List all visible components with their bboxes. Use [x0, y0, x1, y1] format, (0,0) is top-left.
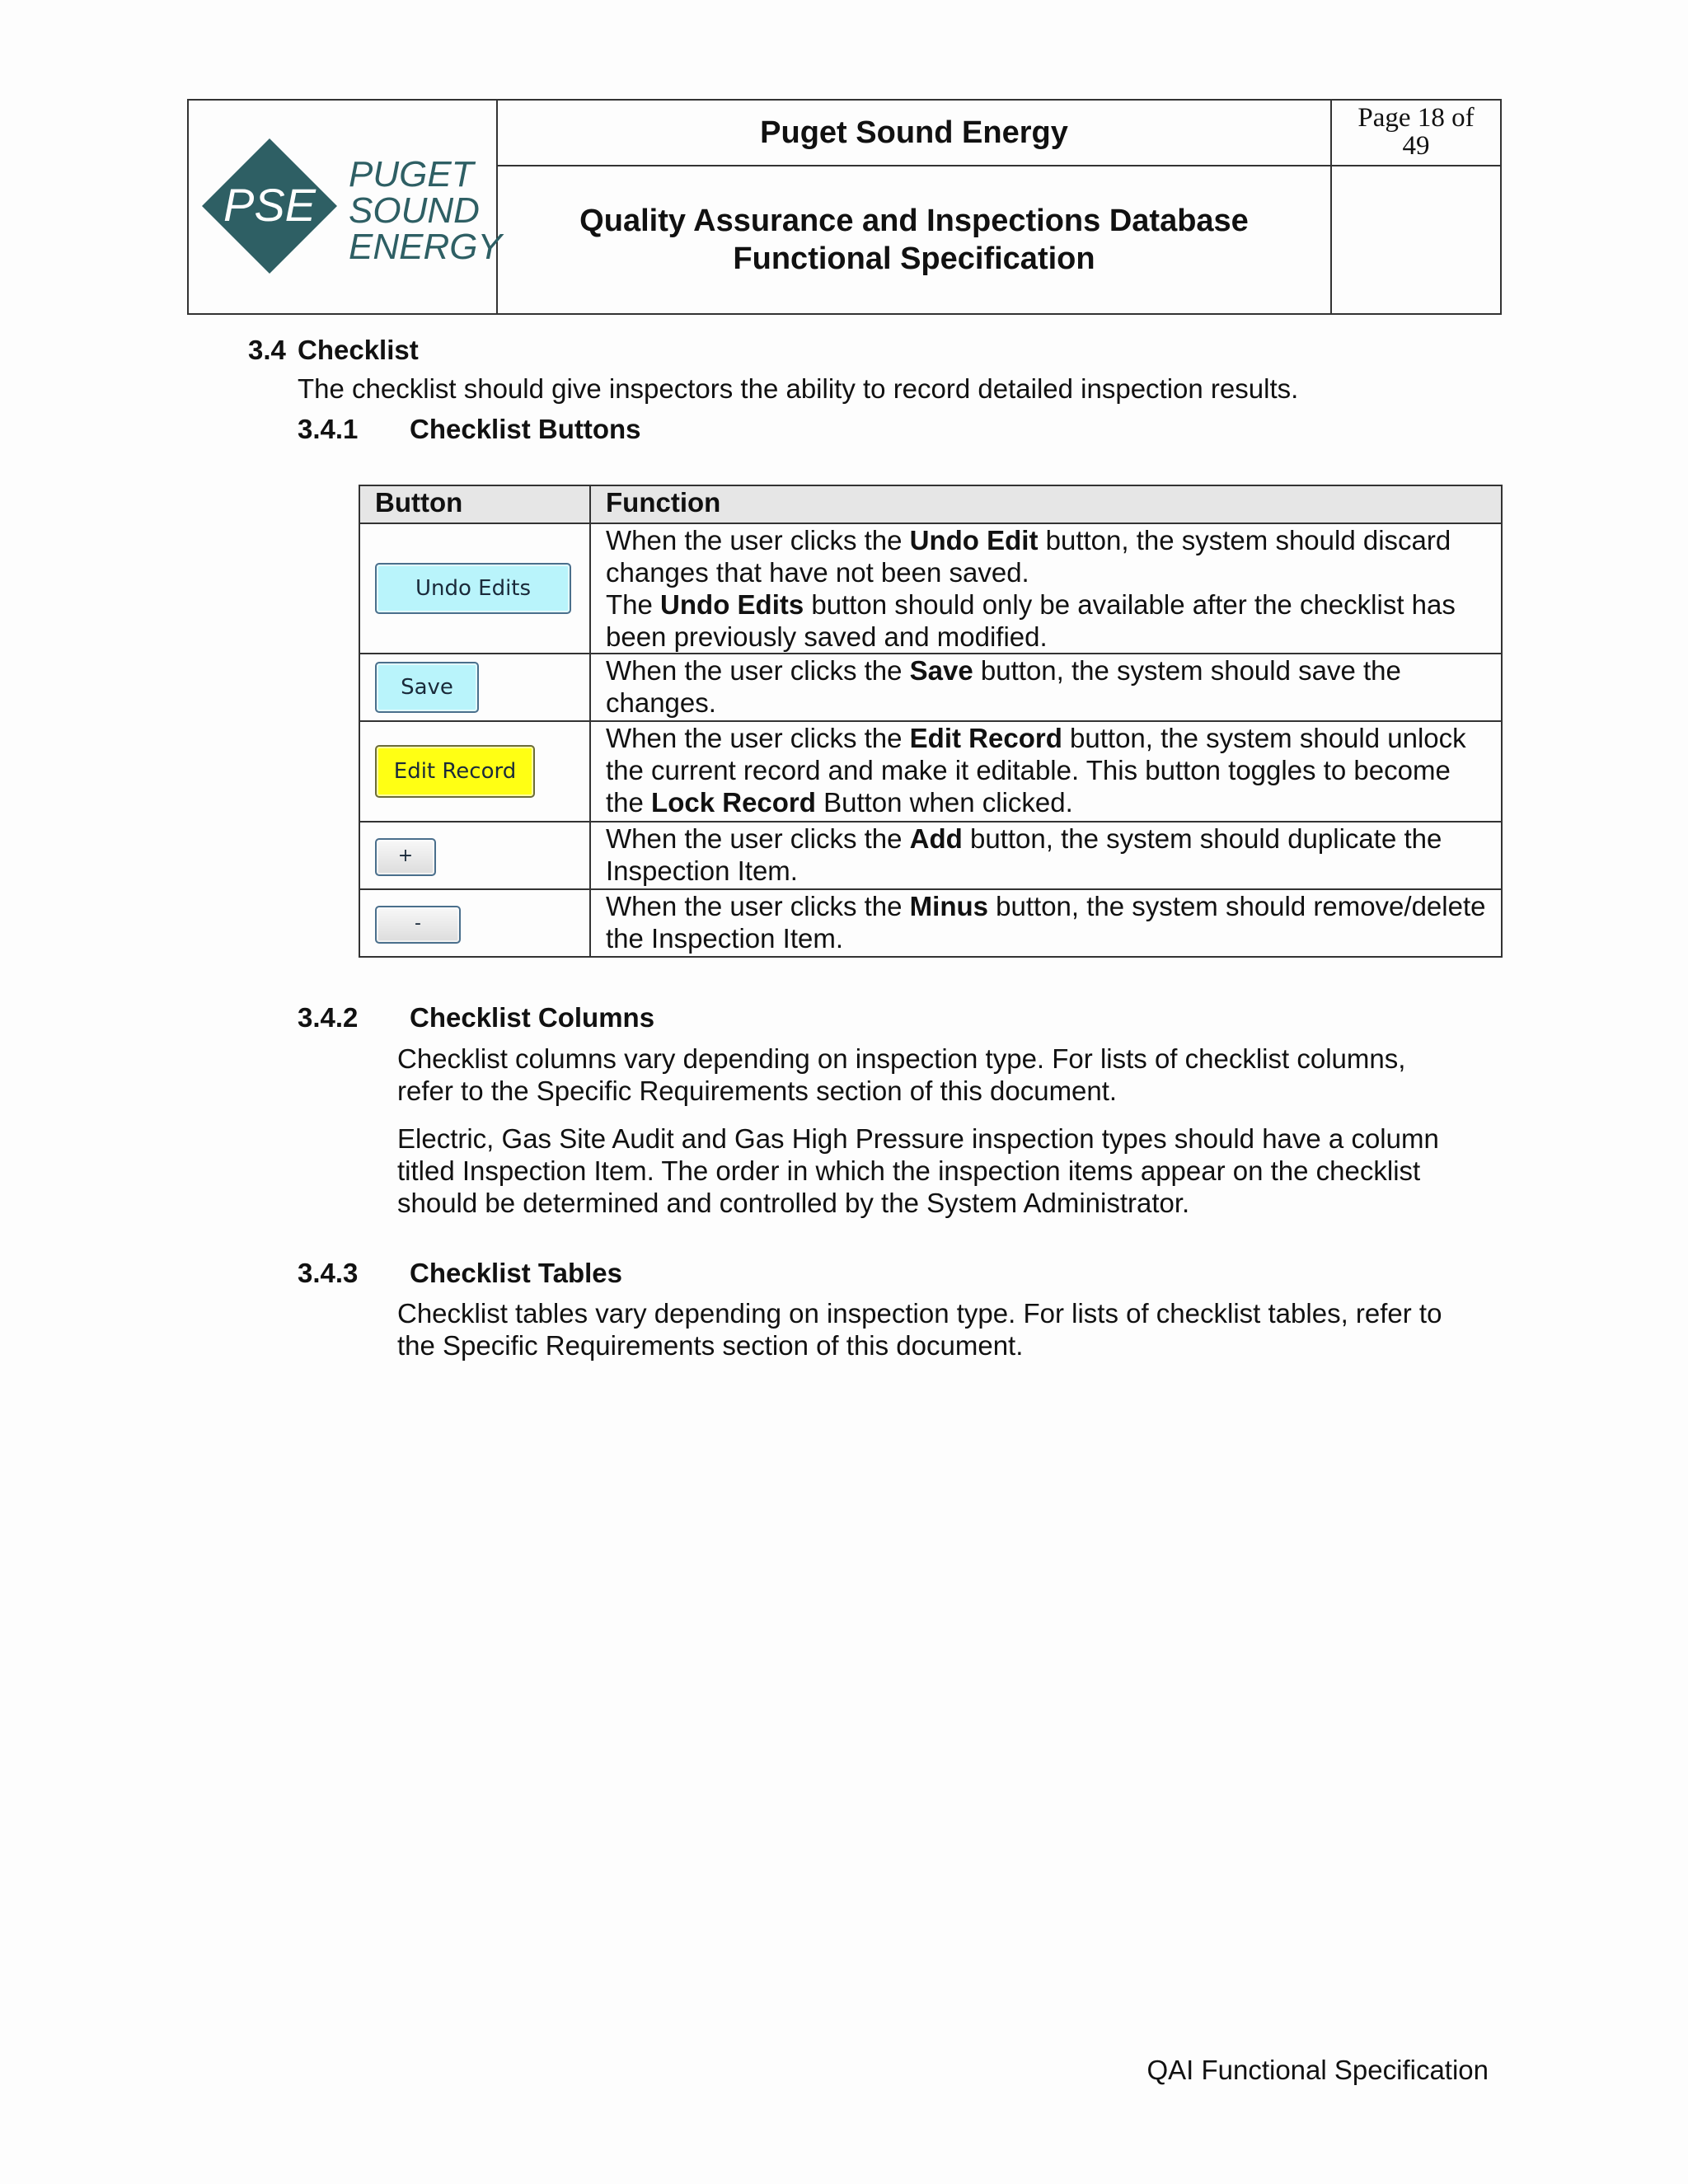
text-bold: Undo Edits [660, 589, 804, 620]
text-bold: Save [909, 655, 973, 686]
text-bold: Undo Edit [909, 525, 1039, 555]
undo-edits-button[interactable]: Undo Edits [375, 563, 571, 614]
save-button[interactable]: Save [375, 662, 479, 713]
checklist-buttons-table [359, 485, 1503, 958]
function-cell [590, 889, 1502, 957]
page-number [1332, 101, 1500, 166]
button-cell [359, 822, 590, 889]
function-cell [590, 523, 1502, 654]
section-intro: The checklist should give inspectors the ability to record detailed inspection results. [298, 373, 1299, 404]
page-number-column [1330, 101, 1500, 313]
table-row [359, 654, 1502, 721]
table-row [359, 523, 1502, 654]
page-number-line1: Page 18 of [1357, 103, 1475, 133]
function-cell [590, 654, 1502, 721]
section-title: Checklist [298, 335, 419, 365]
text-run: button, the system should discard changes that have not been saved. [606, 525, 1451, 588]
function-text [606, 890, 1493, 954]
document-title [498, 166, 1330, 313]
button-cell [359, 523, 590, 654]
document-header [187, 99, 1502, 315]
subsection-title: Checklist Buttons [410, 414, 641, 444]
text-run: Button when clicked. [815, 787, 1073, 818]
subsection-number: 3.4.2 [298, 1002, 359, 1033]
subsection-number: 3.4.1 [298, 414, 359, 444]
edit-record-button[interactable]: Edit Record [375, 745, 535, 798]
paragraph [397, 1043, 1405, 1107]
text-bold: Add [909, 823, 963, 854]
text-run: button, the system should save the changes. [606, 655, 1401, 718]
table-row [359, 889, 1502, 957]
table-header-row [359, 485, 1502, 523]
text-bold: Minus [909, 891, 988, 921]
logo-line1: PUGET [349, 154, 474, 194]
logo-mark: PSE [223, 179, 316, 231]
function-text [606, 823, 1493, 887]
subsection-title: Checklist Columns [410, 1002, 655, 1033]
text-run: When the user clicks the [606, 525, 910, 555]
page-footer: QAI Functional Specification [1146, 2055, 1489, 2085]
text-run: button, the system should unlock the current record and make it editable. This button toggles to become the [606, 723, 1466, 818]
paragraph-line: the Specific Requirements section of this document. [397, 1330, 1024, 1361]
table-row [359, 721, 1502, 822]
text-run: When the user clicks the [606, 723, 910, 753]
subsection-title: Checklist Tables [410, 1258, 622, 1288]
paragraph [397, 1122, 1439, 1219]
document-title-line2: Functional Specification [733, 241, 1095, 276]
text-run: When the user clicks the [606, 823, 910, 854]
function-cell [590, 721, 1502, 822]
text-run: button, the system should duplicate the Inspection Item. [606, 823, 1442, 886]
button-cell [359, 721, 590, 822]
text-run: button should only be available after the checklist has been previously saved and modified. [606, 589, 1456, 652]
pse-logo [202, 134, 502, 282]
function-cell [590, 822, 1502, 889]
document-title-line1: Quality Assurance and Inspections Database [579, 204, 1249, 238]
paragraph-line: Electric, Gas Site Audit and Gas High Pressure inspection types should have a column [397, 1123, 1439, 1154]
paragraph-line: titled Inspection Item. The order in which the inspection items appear on the checklist [397, 1155, 1421, 1186]
text-bold: Edit Record [909, 723, 1062, 753]
table-row [359, 822, 1502, 889]
button-cell [359, 654, 590, 721]
section-number: 3.4 [248, 335, 286, 365]
text-run: button, the system should remove/delete the Inspection Item. [606, 891, 1486, 954]
function-text [606, 588, 1493, 653]
text-run: When the user clicks the [606, 655, 910, 686]
company-name: Puget Sound Energy [498, 101, 1330, 166]
add-button[interactable]: + [375, 838, 436, 876]
column-header-button: Button [359, 485, 590, 523]
column-header-function: Function [590, 485, 1502, 523]
function-text [606, 654, 1493, 719]
function-text [606, 722, 1493, 818]
text-run: The [606, 589, 661, 620]
paragraph-line: should be determined and controlled by the System Administrator. [397, 1188, 1190, 1218]
paragraph-line: refer to the Specific Requirements section of this document. [397, 1076, 1118, 1106]
paragraph-line: Checklist tables vary depending on inspection type. For lists of checklist tables, refer to [397, 1298, 1442, 1329]
text-run: When the user clicks the [606, 891, 910, 921]
function-text [606, 524, 1493, 588]
text-bold: Lock Record [651, 787, 816, 818]
page-number-line2: 49 [1402, 131, 1430, 161]
subsection-number: 3.4.3 [298, 1258, 359, 1288]
paragraph-line: Checklist columns vary depending on inspection type. For lists of checklist columns, [397, 1043, 1406, 1074]
paragraph [397, 1297, 1442, 1361]
logo-cell [189, 101, 502, 313]
button-cell [359, 889, 590, 957]
logo-line2: SOUND [349, 190, 480, 231]
logo-line3: ENERGY [349, 227, 502, 267]
minus-button[interactable]: - [375, 906, 461, 944]
